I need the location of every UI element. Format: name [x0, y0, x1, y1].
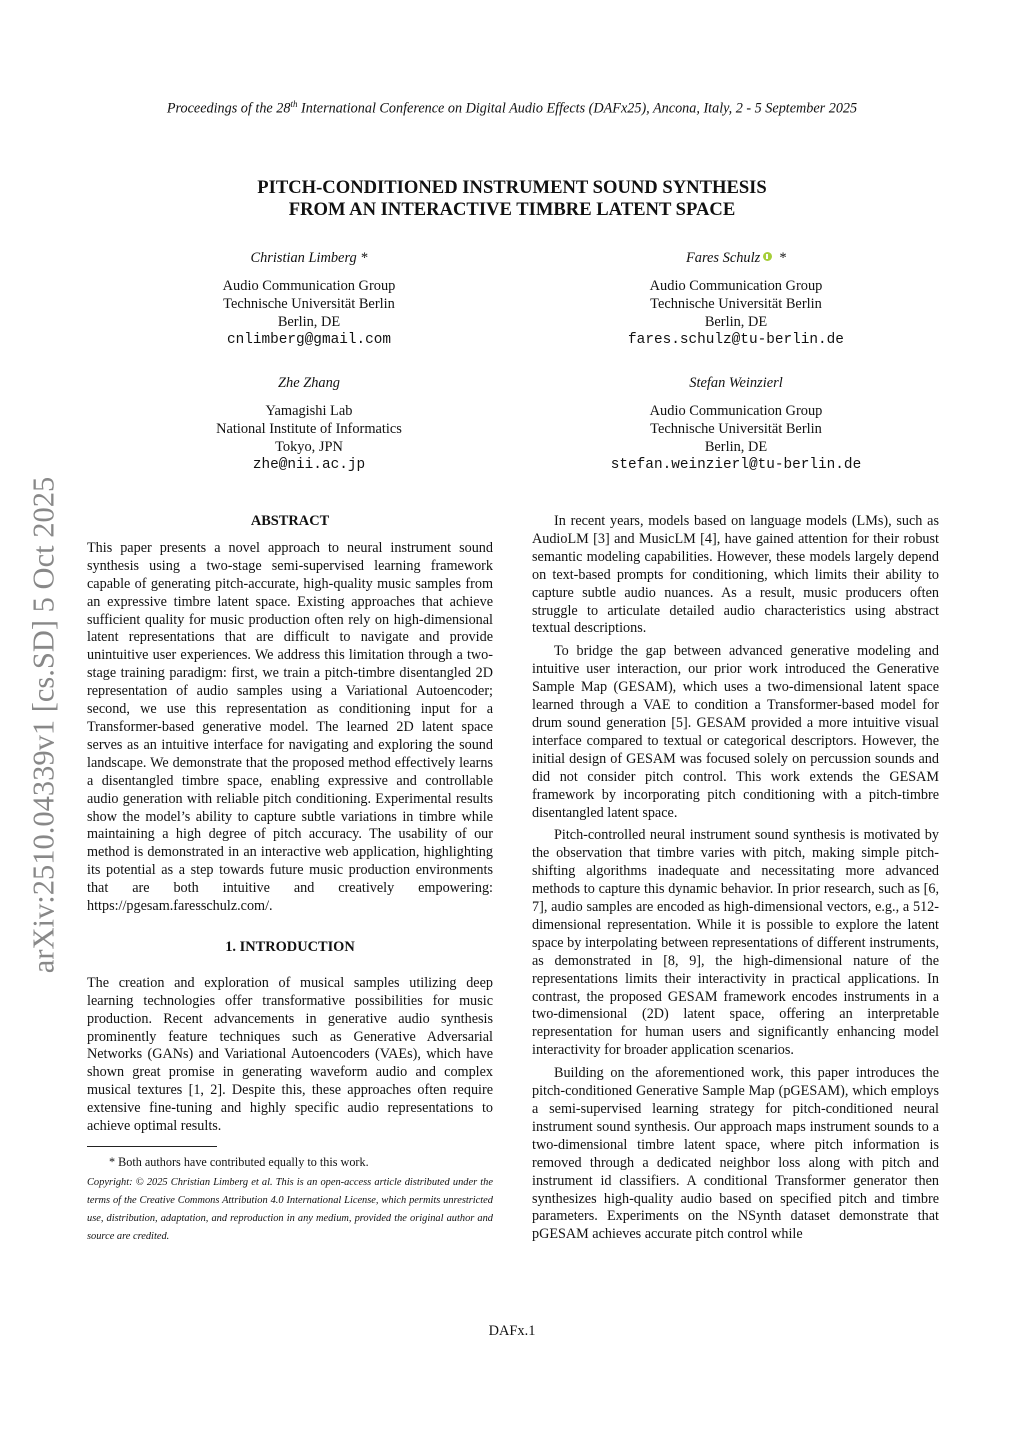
running-head [60, 99, 964, 118]
introduction-heading: 1. INTRODUCTION [225, 938, 355, 955]
body-paragraph: Building on the aforementioned work, this paper introduces the pitch-conditioned Generative Sample Map (pGESAM), which employs a semi-supervised learning strategy for pitch-conditioned neural instrument sound synthesis. Our approach maps instrument sounds to a two-dimensional timbre latent space, where pitch information is removed through a dedicated neighbor loss along with pitch and instrument id classifiers. A conditional Transformer generator then synthesizes high-quality audio based on specified pitch and timbre parameters. Experiments on the NSynth dataset demonstrate that pGESAM achieves accurate pitch control while [532, 1065, 939, 1243]
title-line-1: PITCH-CONDITIONED INSTRUMENT SOUND SYNTHESIS [257, 177, 767, 198]
author-location: Berlin, DE [704, 439, 768, 455]
author-name: Stefan Weinzierl [689, 375, 783, 391]
author-mark: * [775, 250, 786, 266]
author-email[interactable]: zhe@nii.ac.jp [252, 457, 366, 473]
author-name-row [526, 249, 946, 267]
author-block-1 [99, 249, 519, 349]
author-institution: Technische Universität Berlin [650, 421, 822, 437]
running-head-pre: Proceedings of the 28 [166, 100, 291, 117]
body-paragraph: To bridge the gap between advanced generative modeling and intuitive user interaction, our prior work introduced the Generative Sample Map (GESAM), which uses a two-dimensional latent space learned through a VAE to condition a Transformer-based model for drum sound generation [5]. GESAM provided a more intuitive visual interface compared to textual or categorical descriptors. However, the initial design of GESAM was focused solely on percussion sounds and did not consider pitch control. This work extends the GESAM framework by incorporating pitch conditioning with a pitch-timbre disentangled latent space. [532, 643, 939, 821]
footnote-rule [87, 1146, 217, 1147]
equal-contribution-footnote: * Both authors have contributed equally to this work. [109, 1155, 369, 1169]
author-block-3 [99, 374, 519, 474]
author-affiliation: Audio Communication Group [222, 278, 396, 294]
author-affiliation: Audio Communication Group [649, 403, 823, 419]
author-email[interactable]: cnlimberg@gmail.com [226, 332, 392, 348]
copyright-notice: Copyright: © 2025 Christian Limberg et al. This is an open-access article distributed under the terms of the Creative Commons Attribution 4.0 International License, which permits unrestricted use, distribution, adaptation, and reproduction in any medium, provided the original author and source are credited. [87, 1177, 493, 1242]
author-affiliation: Audio Communication Group [649, 278, 823, 294]
author-location: Tokyo, JPN [275, 439, 343, 455]
author-location: Berlin, DE [277, 314, 341, 330]
body-paragraph: In recent years, models based on language models (LMs), such as AudioLM [3] and MusicLM [4], have gained attention for their robust semantic modeling capabilities. However, these models largely depend on text-based prompts for conditioning, which limits their ability to capture subtle audio nuances. As a result, music producers often struggle to articulate detailed audio characteristics using abstract textual descriptions. [532, 513, 939, 637]
abstract-text: This paper presents a novel approach to neural instrument sound synthesis using a two-stage semi-supervised learning framework capable of generating pitch-accurate, high-quality music samples from an expressive timbre latent space. Existing approaches that achieve sufficient quality for music production often rely on high-dimensional latent representations that are difficult to navigate and provide unintuitive user experiences. We address this limitation through a two-stage training paradigm: first, we train a pitch-timbre disentangled 2D representation of audio samples using a Variational Autoencoder; second, we use this representation as conditioning input for a Transformer-based generative model. The learned 2D latent space serves as an intuitive interface for navigating and exploring the sound landscape. We demonstrate that the proposed method effectively learns a disentangled timbre space, enabling expressive and controllable audio generation with reliable pitch conditioning. Experimental results show the model’s ability to capture subtle variations in timbre while maintaining a high degree of pitch accuracy. The usability of our method is demonstrated in an interactive web application, highlighting its potential as a step towards future music production environments that are both intuitive and creatively empowering: https://pgesam.faresschulz.com/. [87, 539, 493, 915]
author-block-4 [526, 374, 946, 474]
running-head-post: International Conference on Digital Audio Effects (DAFx25), Ancona, Italy, 2 - 5 September 2025 [297, 100, 858, 117]
author-institution: Technische Universität Berlin [650, 296, 822, 312]
paper-title [100, 177, 924, 221]
body-paragraph: Pitch-controlled neural instrument sound synthesis is motivated by the observation that timbre varies with pitch, making simple pitch-shifting algorithms inadequate and necessitating more advanced methods to capture this dynamic behavior. In prior research, such as [6, 7], audio samples are encoded as high-dimensional vectors, e.g., a 512-dimensional representation. While it is possible to explore the latent space by interpolating between representations of different instruments, as demonstrated in [8, 9], the high-dimensional nature of the representations limits their interactivity in practical applications. In contrast, the proposed GESAM framework encodes instruments in a two-dimensional (2D) latent space, offering an interpretable representation for human users and significantly enhancing model interactivity for broader application scenarios. [532, 827, 939, 1059]
author-institution: Technische Universität Berlin [223, 296, 395, 312]
author-affiliation: Yamagishi Lab [265, 403, 353, 419]
arxiv-identifier[interactable]: arXiv:2510.04339v1 [cs.SD] 5 Oct 2025 [26, 476, 61, 974]
right-column [532, 513, 939, 1249]
author-name: Christian Limberg * [250, 250, 368, 266]
author-location: Berlin, DE [704, 314, 768, 330]
running-head-sup: th [290, 99, 298, 109]
orcid-icon[interactable] [763, 252, 772, 261]
left-column [87, 513, 493, 1246]
page-number: DAFx.1 [488, 1323, 536, 1339]
title-line-2: FROM AN INTERACTIVE TIMBRE LATENT SPACE [288, 199, 736, 220]
author-institution: National Institute of Informatics [216, 421, 402, 437]
author-email[interactable]: fares.schulz@tu-berlin.de [628, 332, 844, 348]
author-name: Fares Schulz [685, 250, 761, 266]
introduction-paragraph: The creation and exploration of musical samples utilizing deep learning technologies offer transformative possibilities for music production. Recent advancements in generative audio synthesis prominently feature techniques such as Generative Adversarial Networks (GANs) and Variational Autoencoders (VAEs), which have shown great promise in generating waveform audio and complex musical textures [1, 2]. Despite this, these approaches often require extensive fine-tuning and highly specific audio representations to achieve optimal results. [87, 974, 493, 1135]
author-name: Zhe Zhang [278, 375, 340, 391]
author-email[interactable]: stefan.weinzierl@tu-berlin.de [610, 457, 862, 473]
abstract-heading: ABSTRACT [250, 513, 330, 529]
author-block-2 [526, 249, 946, 349]
